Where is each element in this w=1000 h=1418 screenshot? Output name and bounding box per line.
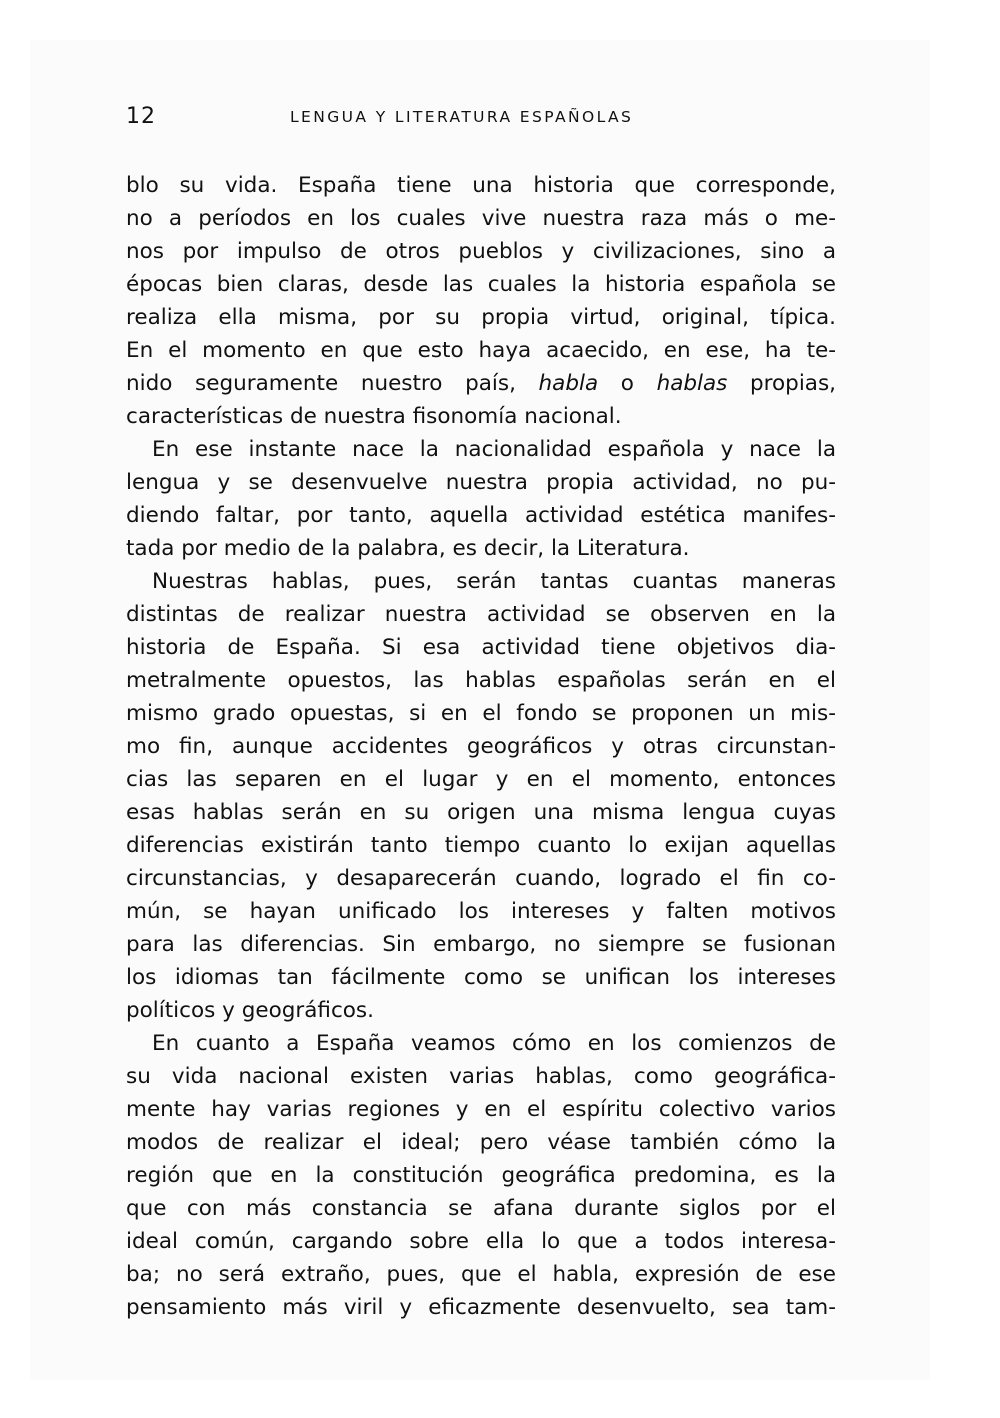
text-line: ideal común, cargando sobre ella lo que a todos interesa- — [126, 1229, 836, 1254]
text-line: metralmente opuestos, las hablas españolas serán en el — [126, 668, 836, 693]
text-line: características de nuestra fisonomía nacional. — [126, 404, 622, 429]
text-line: blo su vida. España tiene una historia que corresponde, — [126, 173, 836, 198]
text-line: para las diferencias. Sin embargo, no siempre se fusionan — [126, 932, 836, 957]
text-line: diferencias existirán tanto tiempo cuanto lo exijan aquellas — [126, 833, 836, 858]
italic-term: habla — [538, 371, 599, 396]
text-line: cias las separen en el lugar y en el momento, entonces — [126, 767, 836, 792]
text-line: pensamiento más viril y eficazmente desenvuelto, sea tam- — [126, 1295, 836, 1320]
text-line: nos por impulso de otros pueblos y civilizaciones, sino a — [126, 239, 836, 264]
running-title: LENGUA Y LITERATURA ESPAÑOLAS — [290, 108, 634, 126]
text-line: que con más constancia se afana durante siglos por el — [126, 1196, 836, 1221]
text-line: mente hay varias regiones y en el espíritu colectivo varios — [126, 1097, 836, 1122]
text-line: ba; no será extraño, pues, que el habla, expresión de ese — [126, 1262, 836, 1287]
page-header — [126, 104, 836, 130]
italic-term: hablas — [656, 371, 728, 396]
text-line — [126, 368, 836, 400]
text-line: circunstancias, y desaparecerán cuando, logrado el fin co- — [126, 866, 836, 891]
text-line: tada por medio de la palabra, es decir, la Literatura. — [126, 536, 690, 561]
text-line: historia de España. Si esa actividad tiene objetivos dia- — [126, 635, 836, 660]
text-line: diendo faltar, por tanto, aquella actividad estética manifes- — [126, 503, 836, 528]
text-line: En cuanto a España veamos cómo en los comienzos de — [152, 1031, 836, 1056]
text-line: En ese instante nace la nacionalidad española y nace la — [152, 437, 836, 462]
text-line: distintas de realizar nuestra actividad se observen en la — [126, 602, 836, 627]
text-line: En el momento en que esto haya acaecido, en ese, ha te- — [126, 338, 836, 363]
text-line: modos de realizar el ideal; pero véase también cómo la — [126, 1130, 836, 1155]
text-line: esas hablas serán en su origen una misma lengua cuyas — [126, 800, 836, 825]
text-run: nido seguramente nuestro país, — [126, 371, 539, 396]
text-line: Nuestras hablas, pues, serán tantas cuantas maneras — [152, 569, 836, 594]
text-line: mún, se hayan unificado los intereses y falten motivos — [126, 899, 836, 924]
text-line: políticos y geográficos. — [126, 998, 374, 1023]
page-number: 12 — [126, 104, 156, 129]
text-line: su vida nacional existen varias hablas, como geográfica- — [126, 1064, 836, 1089]
text-line: realiza ella misma, por su propia virtud, original, típica. — [126, 305, 836, 330]
text-line: mo fin, aunque accidentes geográficos y otras circunstan- — [126, 734, 836, 759]
text-line: mismo grado opuestas, si en el fondo se proponen un mis- — [126, 701, 836, 726]
text-line: épocas bien claras, desde las cuales la historia española se — [126, 272, 836, 297]
text-line: región que en la constitución geográfica predomina, es la — [126, 1163, 836, 1188]
text-line: no a períodos en los cuales vive nuestra raza más o me- — [126, 206, 836, 231]
text-line: lengua y se desenvuelve nuestra propia actividad, no pu- — [126, 470, 836, 495]
text-run: propias, — [727, 371, 836, 396]
text-run: o — [598, 371, 657, 396]
text-line: los idiomas tan fácilmente como se unifican los intereses — [126, 965, 836, 990]
